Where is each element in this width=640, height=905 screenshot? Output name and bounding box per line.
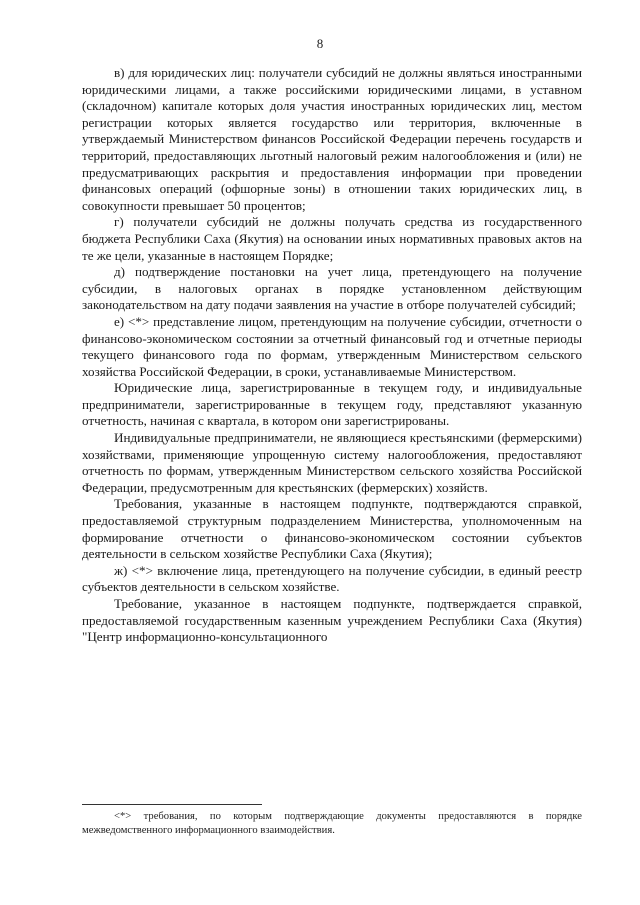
page-number: 8: [316, 36, 324, 51]
paragraph-legal-entities: Юридические лица, зарегистрированные в текущем году, и индивидуальные предприниматели, зарегистрированные в текущем году, представляют указанную отчетность, начиная с квартала, в котором они зарегистрированы.: [82, 380, 582, 429]
footnote: <*> требования, по которым подтверждающие документы предоставляются в порядке межведомственного информационного взаимодействия.: [82, 811, 582, 836]
paragraph-requirement-certificate: Требование, указанное в настоящем подпункте, подтверждается справкой, предоставляемой государственным казенным учреждением Республики Саха (Якутия) "Центр информационно-консультационного: [82, 596, 582, 645]
footnote-divider: [82, 804, 262, 805]
paragraph-zh: ж) <*> включение лица, претендующего на получение субсидии, в единый реестр субъектов деятельности в сельском хозяйстве.: [82, 562, 582, 595]
paragraph-g: г) получатели субсидий не должны получать средства из государственного бюджета Республики Саха (Якутия) на основании иных нормативных правовых актов на те же цели, указанные в настоящем Порядке;: [82, 214, 582, 263]
paragraph-e: е) <*> представление лицом, претендующим на получение субсидии, отчетности о финансово-экономическом состоянии за отчетный финансовый год и отчетные периоды текущего финансового года по формам, утвержденным Министерством сельского хозяйства Российской Федерации, в сроки, устанавливаемые Министерством.: [82, 313, 582, 379]
paragraph-individual-entrepreneurs: Индивидуальные предприниматели, не являющиеся крестьянскими (фермерскими) хозяйствами, применяющие упрощенную систему налогообложения, предоставляют отчетность по формам, утвержденным Министерством сельского хозяйства Российской Федерации, предусмотренным для крестьянских (фермерских) хозяйств.: [82, 430, 582, 495]
paragraph-d: д) подтверждение постановки на учет лица, претендующего на получение субсидии, в налоговых органах в порядке установленном действующим законодательством на дату подачи заявления на участие в отборе получателей субсидий;: [82, 264, 582, 313]
paragraph-requirements-confirmation: Требования, указанные в настоящем подпункте, подтверждаются справкой, предоставляемой структурным подразделением Министерства, уполномоченным на формирование отчетности о финансово-экономическом состоянии субъектов деятельности в сельском хозяйстве Республики Саха (Якутия);: [82, 496, 582, 562]
paragraph-v: в) для юридических лиц: получатели субсидий не должны являться иностранными юридическими лицами, а также российскими юридическими лицами, в уставном (складочном) капитале которых доля участия иностранных юридических лиц, местом регистрации которых является государство или территория, включенные в утверждаемый Министерством финансов Российской Федерации перечень государств и территорий, предоставляющих льготный налоговый режим налогообложения и (или) не предусматривающих раскрытия и предоставления информации при проведении финансовых операций (офшорные зоны) в отношении таких юридических лиц, в совокупности превышает 50 процентов;: [82, 65, 582, 213]
document-body: [82, 65, 582, 646]
